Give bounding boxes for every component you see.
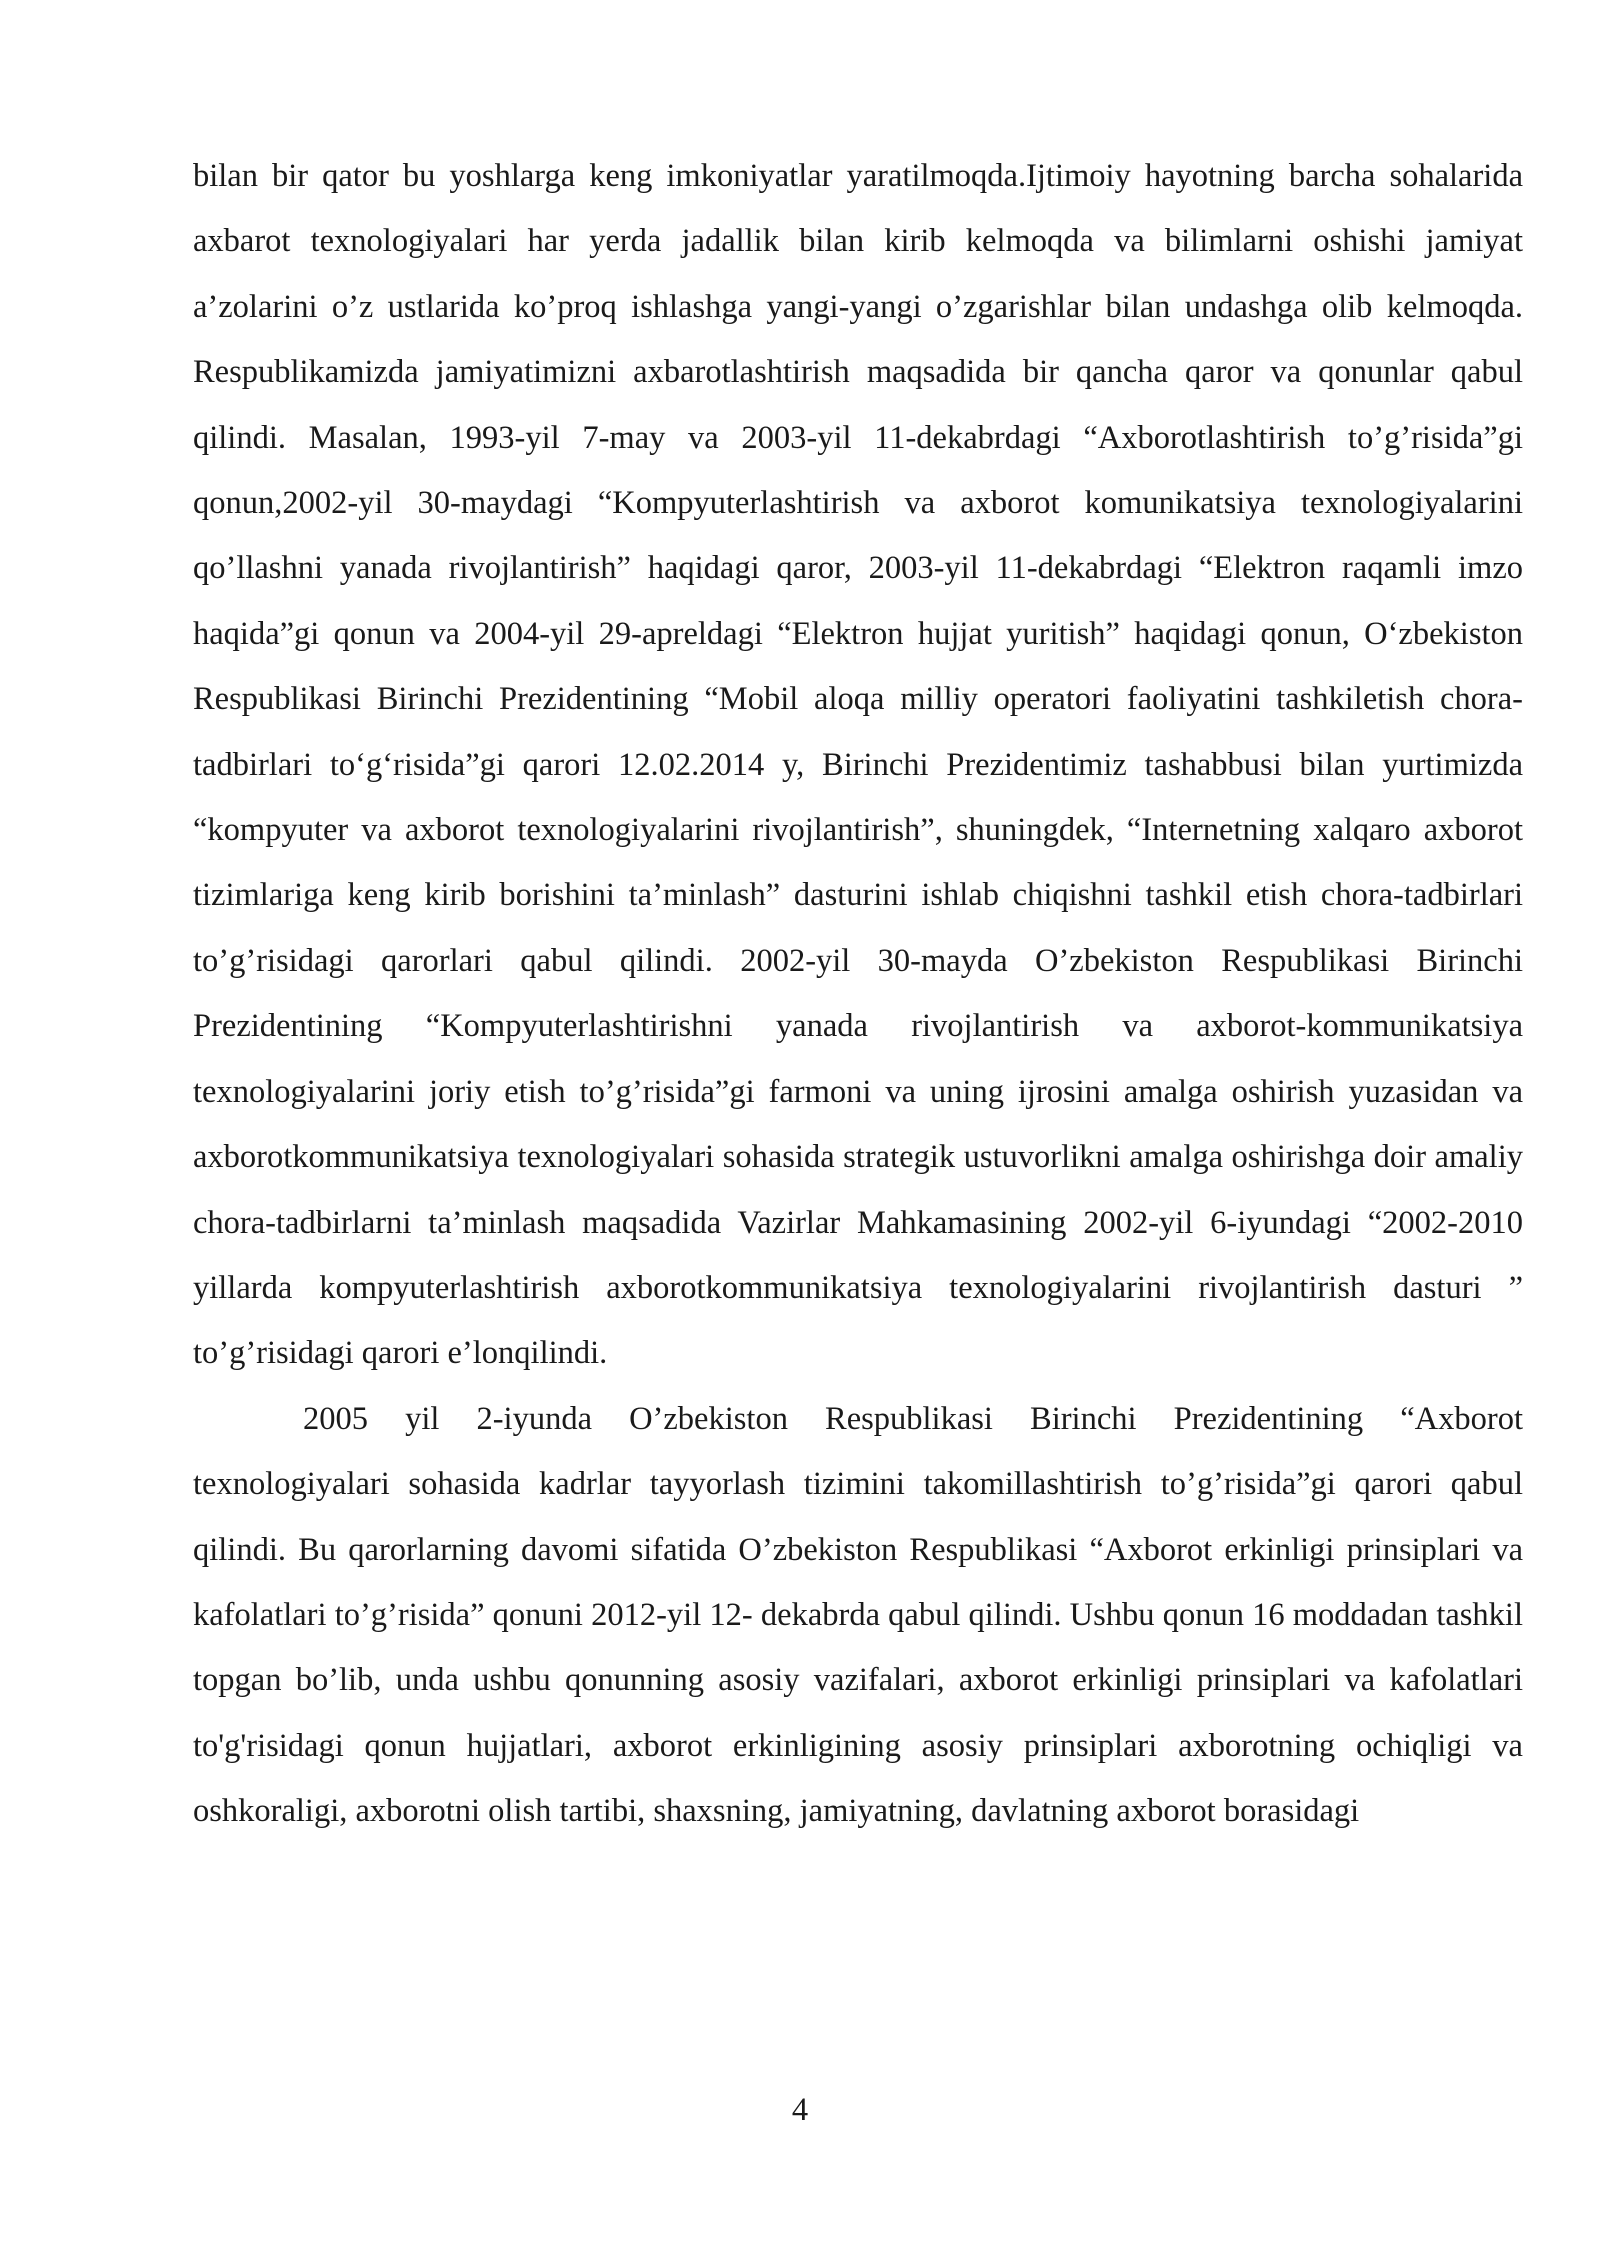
paragraph-1: bilan bir qator bu yoshlarga keng imkoniyatlar yaratilmoqda.Ijtimoiy hayotning barcha sohalarida axbarot texnologiyalari har yerda jadallik bilan kirib kelmoqda va bilimlarni oshishi jamiyat a’zolarini o’z ustlarida ko’proq ishlashga yangi-yangi o’zgarishlar bilan undashga olib kelmoqda. Respublikamizda jamiyatimizni axbarotlashtirish maqsadida bir qancha qaror va qonunlar qabul qilindi. Masalan, 1993-yil 7-may va 2003-yil 11-dekabrdagi “Axborotlashtirish to’g’risida”gi qonun,2002-yil 30-maydagi “Kompyuterlashtirish va axborot komunikatsiya texnologiyalarini qo’llashni yanada rivojlantirish” haqidagi qaror, 2003-yil 11-dekabrdagi “Elektron raqamli imzo haqida”gi qonun va 2004-yil 29-apreldagi “Elektron hujjat yuritish” haqidagi qonun, O‘zbekiston Respublikasi Birinchi Prezidentining “Mobil aloqa milliy operatori faoliyatini tashkiletish chora-tadbirlari to‘g‘risida”gi qarori 12.02.2014 y, Birinchi Prezidentimiz tashabbusi bilan yurtimizda “kompyuter va axborot texnologiyalarini rivojlantirish”, shuningdek, “Internetning xalqaro axborot tizimlariga keng kirib borishini ta’minlash” dasturini ishlab chiqishni tashkil etish chora-tadbirlari to’g’risidagi qarorlari qabul qilindi. 2002-yil 30-mayda O’zbekiston Respublikasi Birinchi Prezidentining “Kompyuterlashtirishni yanada rivojlantirish va axborot-kommunikatsiya texnologiyalarini joriy etish to’g’risida”gi farmoni va uning ijrosini amalga oshirish yuzasidan va axborotkommunikatsiya texnologiyalari sohasida strategik ustuvorlikni amalga oshirishga doir amaliy chora-tadbirlarni ta’minlash maqsadida Vazirlar Mahkamasining 2002-yil 6-iyundagi “2002-2010 yillarda kompyuterlashtirish axborotkommunikatsiya texnologiyalarini rivojlantirish dasturi ” to’g’risidagi qarori e’lonqilindi. (193, 158, 1523, 1372)
page-number: 4 (791, 2092, 809, 2128)
paragraph-2: 2005 yil 2-iyunda O’zbekiston Respublikasi Birinchi Prezidentining “Axborot texnologiyalari sohasida kadrlar tayyorlash tizimini takomillashtirish to’g’risida”gi qarori qabul qilindi. Bu qarorlarning davomi sifatida O’zbekiston Respublikasi “Axborot erkinligi prinsiplari va kafolatlari to’g’risida” qonuni 2012-yil 12- dekabrda qabul qilindi. Ushbu qonun 16 moddadan tashkil topgan bo’lib, unda ushbu qonunning asosiy vazifalari, axborot erkinligi prinsiplari va kafolatlari to'g'risidagi qonun hujjatlari, axborot erkinligining asosiy prinsiplari axborotning ochiqligi va oshkoraligi, axborotni olish tartibi, shaxsning, jamiyatning, davlatning axborot borasidagi (193, 1400, 1523, 1830)
body-text (193, 144, 1523, 1845)
